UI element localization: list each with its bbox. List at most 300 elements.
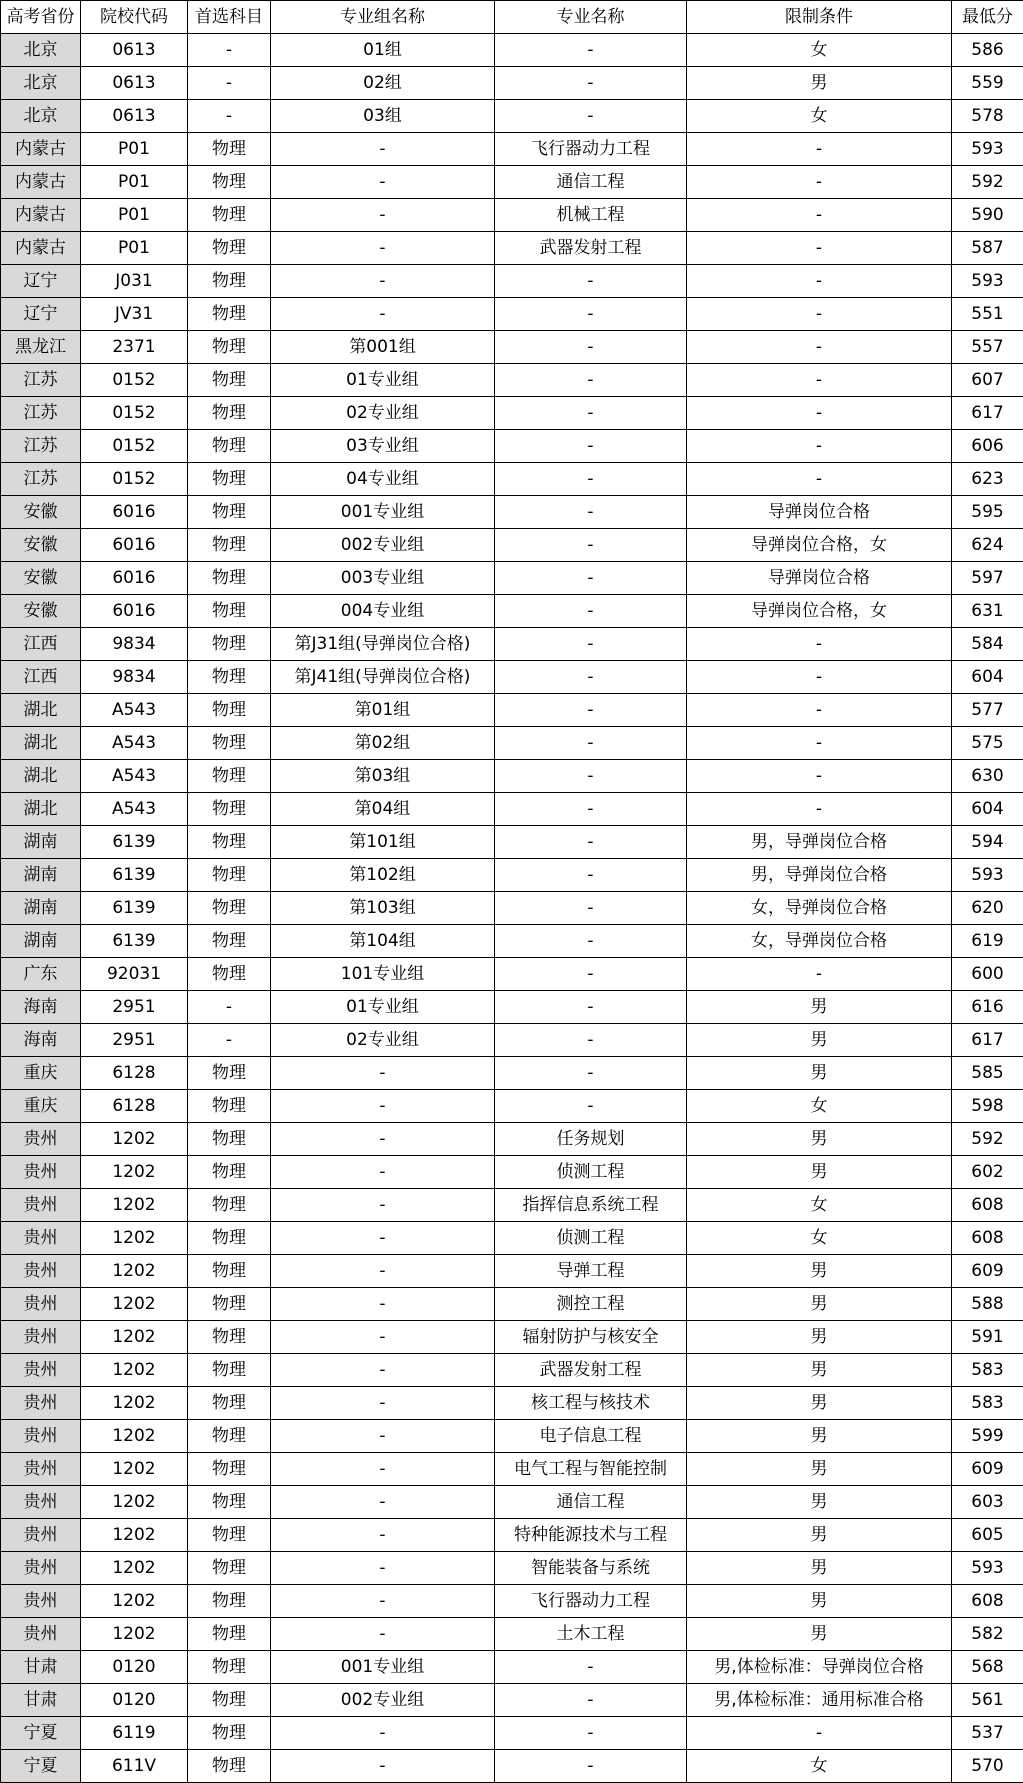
major-name-cell: 导弹工程: [495, 1255, 687, 1288]
first-subject-cell: 物理: [188, 397, 271, 430]
table-row: [1, 859, 1023, 892]
major-name-cell: -: [495, 727, 687, 760]
major-name-cell: -: [495, 859, 687, 892]
first-subject-cell: 物理: [188, 430, 271, 463]
table-row: [1, 1453, 1023, 1486]
min-score-cell: 597: [952, 562, 1023, 595]
major-name-cell: 通信工程: [495, 1486, 687, 1519]
major-name-cell: -: [495, 34, 687, 67]
first-subject-cell: 物理: [188, 265, 271, 298]
restriction-cell: 男，导弹岗位合格: [687, 826, 952, 859]
restriction-cell: 女: [687, 1189, 952, 1222]
major-name-cell: -: [495, 1651, 687, 1684]
major-name-cell: -: [495, 628, 687, 661]
restriction-cell: -: [687, 430, 952, 463]
first-subject-cell: 物理: [188, 1651, 271, 1684]
table-row: [1, 1750, 1023, 1783]
min-score-cell: 624: [952, 529, 1023, 562]
restriction-cell: 男: [687, 1255, 952, 1288]
major-name-cell: -: [495, 991, 687, 1024]
table-row: [1, 595, 1023, 628]
min-score-cell: 586: [952, 34, 1023, 67]
major-group-cell: -: [271, 298, 495, 331]
table-row: [1, 1123, 1023, 1156]
table-row: [1, 397, 1023, 430]
restriction-cell: 男,体检标准：导弹岗位合格: [687, 1651, 952, 1684]
province-cell: 辽宁: [1, 298, 81, 331]
province-cell: 贵州: [1, 1321, 81, 1354]
school-code-cell: 2371: [81, 331, 188, 364]
restriction-cell: -: [687, 1717, 952, 1750]
province-cell: 贵州: [1, 1354, 81, 1387]
table-row: [1, 1651, 1023, 1684]
min-score-cell: 592: [952, 1123, 1023, 1156]
province-cell: 重庆: [1, 1090, 81, 1123]
min-score-cell: 604: [952, 793, 1023, 826]
major-name-cell: 智能装备与系统: [495, 1552, 687, 1585]
table-row: [1, 925, 1023, 958]
school-code-cell: 0120: [81, 1684, 188, 1717]
province-cell: 贵州: [1, 1618, 81, 1651]
table-row: [1, 100, 1023, 133]
table-row: [1, 265, 1023, 298]
major-group-cell: -: [271, 166, 495, 199]
province-cell: 北京: [1, 100, 81, 133]
province-cell: 安徽: [1, 595, 81, 628]
restriction-cell: -: [687, 133, 952, 166]
province-cell: 内蒙古: [1, 232, 81, 265]
min-score-cell: 590: [952, 199, 1023, 232]
first-subject-cell: -: [188, 67, 271, 100]
major-name-cell: 通信工程: [495, 166, 687, 199]
table-body: [1, 34, 1023, 1783]
school-code-cell: 6016: [81, 595, 188, 628]
first-subject-cell: 物理: [188, 628, 271, 661]
first-subject-cell: 物理: [188, 1717, 271, 1750]
table-row: [1, 1585, 1023, 1618]
table-row: [1, 661, 1023, 694]
min-score-cell: 583: [952, 1354, 1023, 1387]
header-restriction: 限制条件: [687, 1, 952, 34]
province-cell: 贵州: [1, 1123, 81, 1156]
min-score-cell: 584: [952, 628, 1023, 661]
first-subject-cell: 物理: [188, 859, 271, 892]
min-score-cell: 604: [952, 661, 1023, 694]
first-subject-cell: 物理: [188, 166, 271, 199]
first-subject-cell: -: [188, 1024, 271, 1057]
restriction-cell: 男: [687, 1057, 952, 1090]
header-province: 高考省份: [1, 1, 81, 34]
school-code-cell: 0152: [81, 364, 188, 397]
restriction-cell: 女: [687, 34, 952, 67]
restriction-cell: -: [687, 694, 952, 727]
min-score-cell: 603: [952, 1486, 1023, 1519]
school-code-cell: P01: [81, 133, 188, 166]
school-code-cell: 1202: [81, 1222, 188, 1255]
major-group-cell: -: [271, 1519, 495, 1552]
first-subject-cell: 物理: [188, 1750, 271, 1783]
major-group-cell: 002专业组: [271, 529, 495, 562]
restriction-cell: -: [687, 793, 952, 826]
major-group-cell: 第02组: [271, 727, 495, 760]
first-subject-cell: 物理: [188, 892, 271, 925]
min-score-cell: 609: [952, 1255, 1023, 1288]
table-row: [1, 1156, 1023, 1189]
first-subject-cell: 物理: [188, 1123, 271, 1156]
province-cell: 北京: [1, 67, 81, 100]
major-name-cell: 侦测工程: [495, 1156, 687, 1189]
major-name-cell: -: [495, 826, 687, 859]
min-score-cell: 593: [952, 859, 1023, 892]
first-subject-cell: 物理: [188, 1387, 271, 1420]
restriction-cell: 男: [687, 1024, 952, 1057]
major-group-cell: -: [271, 1420, 495, 1453]
school-code-cell: A543: [81, 760, 188, 793]
table-row: [1, 793, 1023, 826]
first-subject-cell: 物理: [188, 496, 271, 529]
restriction-cell: 男: [687, 1156, 952, 1189]
restriction-cell: 女: [687, 1750, 952, 1783]
min-score-cell: 606: [952, 430, 1023, 463]
major-name-cell: -: [495, 265, 687, 298]
province-cell: 内蒙古: [1, 166, 81, 199]
min-score-cell: 617: [952, 397, 1023, 430]
table-row: [1, 34, 1023, 67]
school-code-cell: 0613: [81, 34, 188, 67]
major-group-cell: 001专业组: [271, 496, 495, 529]
first-subject-cell: 物理: [188, 1156, 271, 1189]
min-score-cell: 561: [952, 1684, 1023, 1717]
restriction-cell: 女，导弹岗位合格: [687, 925, 952, 958]
school-code-cell: 92031: [81, 958, 188, 991]
restriction-cell: -: [687, 727, 952, 760]
first-subject-cell: 物理: [188, 1189, 271, 1222]
restriction-cell: -: [687, 397, 952, 430]
min-score-cell: 617: [952, 1024, 1023, 1057]
restriction-cell: 导弹岗位合格: [687, 562, 952, 595]
table-row: [1, 364, 1023, 397]
province-cell: 湖北: [1, 760, 81, 793]
major-name-cell: -: [495, 100, 687, 133]
major-name-cell: -: [495, 958, 687, 991]
school-code-cell: P01: [81, 232, 188, 265]
major-group-cell: 01专业组: [271, 364, 495, 397]
major-name-cell: -: [495, 760, 687, 793]
first-subject-cell: 物理: [188, 1684, 271, 1717]
major-group-cell: -: [271, 1321, 495, 1354]
min-score-cell: 619: [952, 925, 1023, 958]
major-name-cell: 特种能源技术与工程: [495, 1519, 687, 1552]
first-subject-cell: 物理: [188, 1255, 271, 1288]
restriction-cell: -: [687, 298, 952, 331]
restriction-cell: 女，导弹岗位合格: [687, 892, 952, 925]
min-score-cell: 588: [952, 1288, 1023, 1321]
table-row: [1, 892, 1023, 925]
province-cell: 湖北: [1, 694, 81, 727]
table-row: [1, 1189, 1023, 1222]
first-subject-cell: 物理: [188, 1090, 271, 1123]
min-score-cell: 582: [952, 1618, 1023, 1651]
table-row: [1, 1552, 1023, 1585]
school-code-cell: 1202: [81, 1189, 188, 1222]
major-group-cell: -: [271, 1189, 495, 1222]
major-name-cell: 电气工程与智能控制: [495, 1453, 687, 1486]
province-cell: 湖南: [1, 826, 81, 859]
restriction-cell: 男: [687, 1420, 952, 1453]
school-code-cell: A543: [81, 694, 188, 727]
major-group-cell: -: [271, 133, 495, 166]
school-code-cell: 0152: [81, 430, 188, 463]
restriction-cell: 男: [687, 1552, 952, 1585]
major-name-cell: -: [495, 595, 687, 628]
min-score-cell: 616: [952, 991, 1023, 1024]
province-cell: 贵州: [1, 1420, 81, 1453]
major-name-cell: -: [495, 1024, 687, 1057]
school-code-cell: 1202: [81, 1156, 188, 1189]
school-code-cell: A543: [81, 727, 188, 760]
major-name-cell: 武器发射工程: [495, 232, 687, 265]
province-cell: 贵州: [1, 1519, 81, 1552]
school-code-cell: 1202: [81, 1321, 188, 1354]
first-subject-cell: 物理: [188, 298, 271, 331]
first-subject-cell: 物理: [188, 1222, 271, 1255]
major-group-cell: 01专业组: [271, 991, 495, 1024]
first-subject-cell: 物理: [188, 958, 271, 991]
major-group-cell: -: [271, 1486, 495, 1519]
school-code-cell: 611V: [81, 1750, 188, 1783]
major-group-cell: 02专业组: [271, 1024, 495, 1057]
major-group-cell: 02专业组: [271, 397, 495, 430]
first-subject-cell: -: [188, 991, 271, 1024]
first-subject-cell: 物理: [188, 364, 271, 397]
province-cell: 江苏: [1, 463, 81, 496]
major-name-cell: 任务规划: [495, 1123, 687, 1156]
restriction-cell: 男: [687, 991, 952, 1024]
restriction-cell: -: [687, 760, 952, 793]
table-row: [1, 562, 1023, 595]
min-score-cell: 593: [952, 133, 1023, 166]
first-subject-cell: 物理: [188, 133, 271, 166]
major-name-cell: -: [495, 364, 687, 397]
major-name-cell: 核工程与核技术: [495, 1387, 687, 1420]
first-subject-cell: 物理: [188, 727, 271, 760]
min-score-cell: 591: [952, 1321, 1023, 1354]
table-header-row: [1, 1, 1023, 34]
province-cell: 湖南: [1, 859, 81, 892]
table-row: [1, 529, 1023, 562]
province-cell: 湖南: [1, 892, 81, 925]
school-code-cell: 6128: [81, 1057, 188, 1090]
table-row: [1, 1387, 1023, 1420]
first-subject-cell: -: [188, 100, 271, 133]
province-cell: 贵州: [1, 1288, 81, 1321]
first-subject-cell: 物理: [188, 199, 271, 232]
school-code-cell: P01: [81, 166, 188, 199]
table-row: [1, 1288, 1023, 1321]
major-group-cell: -: [271, 1552, 495, 1585]
first-subject-cell: 物理: [188, 826, 271, 859]
min-score-cell: 631: [952, 595, 1023, 628]
min-score-cell: 605: [952, 1519, 1023, 1552]
province-cell: 江苏: [1, 397, 81, 430]
major-name-cell: -: [495, 1090, 687, 1123]
min-score-cell: 593: [952, 1552, 1023, 1585]
header-major-name: 专业名称: [495, 1, 687, 34]
province-cell: 安徽: [1, 529, 81, 562]
restriction-cell: 男,体检标准：通用标准合格: [687, 1684, 952, 1717]
table-row: [1, 1090, 1023, 1123]
min-score-cell: 578: [952, 100, 1023, 133]
restriction-cell: 女: [687, 1090, 952, 1123]
table-row: [1, 298, 1023, 331]
table-row: [1, 1420, 1023, 1453]
first-subject-cell: 物理: [188, 529, 271, 562]
major-name-cell: 电子信息工程: [495, 1420, 687, 1453]
major-group-cell: -: [271, 1057, 495, 1090]
major-group-cell: 004专业组: [271, 595, 495, 628]
school-code-cell: 1202: [81, 1354, 188, 1387]
major-group-cell: -: [271, 1123, 495, 1156]
table-row: [1, 1486, 1023, 1519]
school-code-cell: 0152: [81, 397, 188, 430]
table-row: [1, 463, 1023, 496]
major-group-cell: 第104组: [271, 925, 495, 958]
table-row: [1, 133, 1023, 166]
major-name-cell: -: [495, 925, 687, 958]
school-code-cell: 1202: [81, 1387, 188, 1420]
restriction-cell: 男: [687, 1486, 952, 1519]
major-group-cell: -: [271, 1717, 495, 1750]
province-cell: 湖南: [1, 925, 81, 958]
major-name-cell: -: [495, 694, 687, 727]
school-code-cell: P01: [81, 199, 188, 232]
province-cell: 贵州: [1, 1189, 81, 1222]
province-cell: 贵州: [1, 1453, 81, 1486]
table-row: [1, 430, 1023, 463]
first-subject-cell: 物理: [188, 595, 271, 628]
major-group-cell: 第03组: [271, 760, 495, 793]
school-code-cell: 0613: [81, 67, 188, 100]
major-name-cell: -: [495, 430, 687, 463]
province-cell: 江西: [1, 628, 81, 661]
school-code-cell: 0152: [81, 463, 188, 496]
table-row: [1, 1057, 1023, 1090]
restriction-cell: 男，导弹岗位合格: [687, 859, 952, 892]
min-score-cell: 602: [952, 1156, 1023, 1189]
table-row: [1, 496, 1023, 529]
first-subject-cell: 物理: [188, 661, 271, 694]
table-row: [1, 760, 1023, 793]
restriction-cell: 男: [687, 67, 952, 100]
table-row: [1, 1024, 1023, 1057]
table-row: [1, 1354, 1023, 1387]
province-cell: 安徽: [1, 496, 81, 529]
school-code-cell: 6139: [81, 925, 188, 958]
school-code-cell: 6139: [81, 892, 188, 925]
major-group-cell: 003专业组: [271, 562, 495, 595]
province-cell: 贵州: [1, 1486, 81, 1519]
school-code-cell: 1202: [81, 1420, 188, 1453]
first-subject-cell: 物理: [188, 1519, 271, 1552]
major-name-cell: -: [495, 1057, 687, 1090]
min-score-cell: 608: [952, 1222, 1023, 1255]
major-name-cell: 辐射防护与核安全: [495, 1321, 687, 1354]
first-subject-cell: 物理: [188, 232, 271, 265]
min-score-cell: 537: [952, 1717, 1023, 1750]
header-school-code: 院校代码: [81, 1, 188, 34]
major-group-cell: -: [271, 1288, 495, 1321]
first-subject-cell: 物理: [188, 925, 271, 958]
major-name-cell: 机械工程: [495, 199, 687, 232]
table-row: [1, 991, 1023, 1024]
min-score-cell: 608: [952, 1189, 1023, 1222]
major-name-cell: -: [495, 397, 687, 430]
school-code-cell: J031: [81, 265, 188, 298]
restriction-cell: 男: [687, 1321, 952, 1354]
major-group-cell: -: [271, 1585, 495, 1618]
major-name-cell: -: [495, 562, 687, 595]
school-code-cell: 6016: [81, 496, 188, 529]
province-cell: 内蒙古: [1, 199, 81, 232]
min-score-cell: 587: [952, 232, 1023, 265]
major-group-cell: 04专业组: [271, 463, 495, 496]
province-cell: 贵州: [1, 1222, 81, 1255]
first-subject-cell: -: [188, 34, 271, 67]
restriction-cell: 男: [687, 1288, 952, 1321]
min-score-cell: 607: [952, 364, 1023, 397]
restriction-cell: -: [687, 628, 952, 661]
province-cell: 广东: [1, 958, 81, 991]
table-row: [1, 1255, 1023, 1288]
table-row: [1, 199, 1023, 232]
school-code-cell: 2951: [81, 991, 188, 1024]
restriction-cell: 男: [687, 1453, 952, 1486]
school-code-cell: 0120: [81, 1651, 188, 1684]
restriction-cell: -: [687, 232, 952, 265]
school-code-cell: 6016: [81, 562, 188, 595]
major-group-cell: 101专业组: [271, 958, 495, 991]
school-code-cell: JV31: [81, 298, 188, 331]
table-row: [1, 1618, 1023, 1651]
school-code-cell: 1202: [81, 1486, 188, 1519]
major-name-cell: -: [495, 793, 687, 826]
restriction-cell: -: [687, 166, 952, 199]
first-subject-cell: 物理: [188, 1288, 271, 1321]
province-cell: 贵州: [1, 1585, 81, 1618]
first-subject-cell: 物理: [188, 463, 271, 496]
table-row: [1, 1684, 1023, 1717]
major-name-cell: -: [495, 529, 687, 562]
min-score-cell: 595: [952, 496, 1023, 529]
min-score-cell: 568: [952, 1651, 1023, 1684]
min-score-cell: 599: [952, 1420, 1023, 1453]
province-cell: 重庆: [1, 1057, 81, 1090]
table-row: [1, 232, 1023, 265]
table-row: [1, 67, 1023, 100]
major-group-cell: -: [271, 1453, 495, 1486]
province-cell: 海南: [1, 1024, 81, 1057]
first-subject-cell: 物理: [188, 793, 271, 826]
school-code-cell: 1202: [81, 1255, 188, 1288]
min-score-cell: 585: [952, 1057, 1023, 1090]
first-subject-cell: 物理: [188, 1618, 271, 1651]
first-subject-cell: 物理: [188, 1057, 271, 1090]
restriction-cell: 男: [687, 1387, 952, 1420]
major-group-cell: 02组: [271, 67, 495, 100]
major-name-cell: -: [495, 1750, 687, 1783]
major-name-cell: -: [495, 661, 687, 694]
restriction-cell: 男: [687, 1519, 952, 1552]
